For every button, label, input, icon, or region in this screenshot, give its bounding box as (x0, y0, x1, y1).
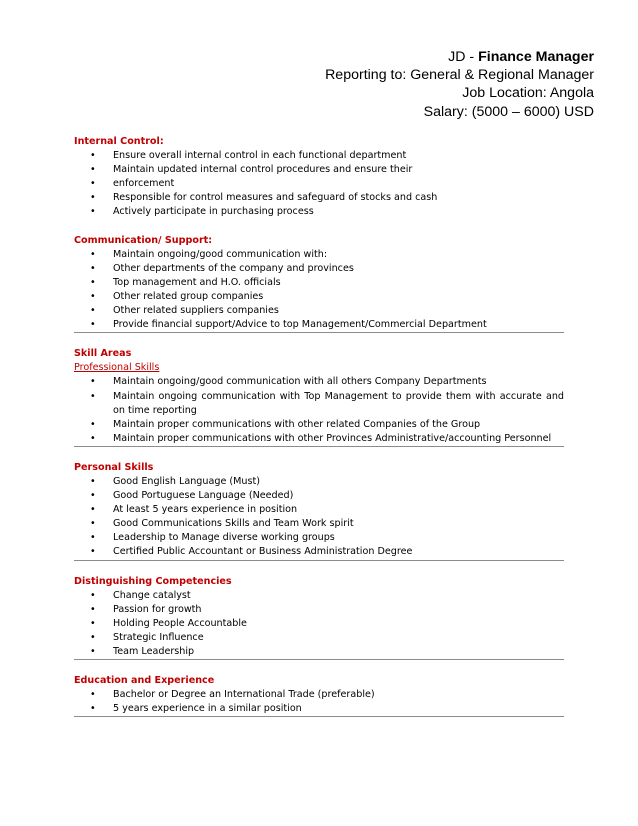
section-title: Skill Areas (74, 348, 132, 360)
section-skill-areas (74, 347, 564, 447)
spacer (74, 333, 564, 347)
bullet-list (74, 149, 564, 219)
list-item-text: Actively participate in purchasing process (113, 206, 314, 218)
list-item (74, 149, 564, 163)
list-item-text: Maintain ongoing/good communication with all others Company Departments (113, 376, 487, 388)
list-item-text: Leadership to Manage diverse working groups (113, 532, 335, 544)
list-item (74, 318, 564, 332)
bullet-icon: • (90, 490, 96, 502)
bullet-icon: • (90, 390, 96, 402)
list-item-text: Other related suppliers companies (113, 305, 279, 317)
spacer (74, 561, 564, 575)
salary-line: Salary: (5000 – 6000) USD (423, 103, 594, 120)
bullet-icon: • (90, 504, 96, 516)
list-item (74, 276, 564, 290)
bullet-icon: • (90, 518, 96, 530)
bullet-icon: • (90, 305, 96, 317)
list-item (74, 191, 564, 205)
list-item-text: Maintain proper communications with other Provinces Administrative/accounting Personnel (113, 432, 552, 444)
list-item (74, 205, 564, 219)
job-title: Finance Manager (478, 49, 594, 65)
document-header (325, 48, 594, 121)
list-item-text: Responsible for control measures and safeguard of stocks and cash (113, 192, 438, 204)
bullet-icon: • (90, 703, 96, 715)
list-item (74, 375, 564, 389)
section-education (74, 674, 564, 717)
bullet-icon: • (90, 192, 96, 204)
list-item-text: Top management and H.O. officials (113, 276, 281, 288)
list-item (74, 304, 564, 318)
list-item (74, 503, 564, 517)
bullet-icon: • (90, 150, 96, 162)
list-item-text: Ensure overall internal control in each functional department (113, 150, 407, 162)
list-item (74, 531, 564, 545)
list-item-text: Bachelor or Degree an International Trade (preferable) (113, 689, 375, 701)
job-location: Job Location: Angola (462, 85, 594, 102)
list-item-text: Maintain ongoing/good communication with: (113, 248, 328, 260)
list-item-text: Certified Public Accountant or Business Administration Degree (113, 546, 413, 558)
list-item-text: Team Leadership (113, 646, 195, 657)
list-item (74, 631, 564, 645)
bullet-icon: • (90, 164, 96, 176)
bullet-icon: • (90, 418, 96, 430)
list-item-text: Provide financial support/Advice to top Management/Commercial Department (113, 319, 487, 331)
job-title-prefix: JD - (448, 49, 479, 65)
bullet-icon: • (90, 689, 96, 701)
list-item (74, 418, 564, 432)
section-personal-skills (74, 461, 564, 561)
list-item (74, 163, 564, 177)
list-item-text: Strategic Influence (113, 631, 204, 643)
section-title: Communication/ Support: (74, 234, 213, 246)
section-title: Distinguishing Competencies (74, 575, 232, 587)
list-item (74, 545, 564, 559)
section-communication (74, 234, 564, 334)
bullet-icon: • (90, 178, 96, 190)
list-item (74, 489, 564, 503)
spacer (74, 447, 564, 461)
list-item (74, 262, 564, 276)
section-subtitle: Professional Skills (74, 362, 160, 374)
bullet-icon: • (90, 290, 96, 302)
bullet-icon: • (90, 206, 96, 218)
list-item-text: Passion for growth (113, 603, 202, 615)
list-item-text: Good English Language (Must) (113, 475, 261, 487)
bullet-icon: • (90, 319, 96, 331)
bullet-icon: • (90, 589, 96, 601)
list-item-text: enforcement (113, 178, 175, 190)
job-title-line (325, 48, 594, 66)
spacer (74, 660, 564, 674)
bullet-list (74, 475, 564, 561)
bullet-icon: • (90, 617, 96, 629)
section-title: Education and Experience (74, 675, 215, 687)
bullet-icon: • (90, 248, 96, 260)
list-item (74, 702, 564, 716)
bullet-icon: • (90, 276, 96, 288)
list-item-text: Maintain ongoing communication with Top Management to provide them with accurate and on time reporting (113, 390, 564, 416)
bullet-icon: • (90, 262, 96, 274)
list-item (74, 603, 564, 617)
list-item-text: Holding People Accountable (113, 617, 247, 629)
list-item (74, 290, 564, 304)
list-item (74, 688, 564, 702)
list-item-text: Maintain updated internal control procedures and ensure their (113, 164, 413, 176)
bullet-icon: • (90, 532, 96, 544)
section-title: Personal Skills (74, 461, 154, 473)
list-item (74, 617, 564, 631)
list-item (74, 177, 564, 191)
list-item-text: Other related group companies (113, 290, 264, 302)
bullet-icon: • (90, 631, 96, 643)
bullet-icon: • (90, 603, 96, 615)
bullet-icon: • (90, 546, 96, 558)
list-item-text: At least 5 years experience in position (113, 504, 298, 516)
spacer (74, 220, 564, 234)
list-item (74, 432, 564, 446)
list-item (74, 645, 564, 659)
bullet-icon: • (90, 376, 96, 388)
list-item-text: Good Communications Skills and Team Work spirit (113, 518, 354, 530)
reporting-line: Reporting to: General & Regional Manager (325, 67, 594, 84)
list-item-text: 5 years experience in a similar position (113, 703, 302, 715)
list-item-text: Good Portuguese Language (Needed) (113, 490, 294, 502)
section-title: Internal Control: (74, 136, 164, 147)
bullet-list (74, 248, 564, 334)
list-item (74, 517, 564, 531)
list-item-text: Change catalyst (113, 589, 191, 601)
list-item (74, 589, 564, 603)
section-internal-control (74, 135, 564, 220)
document-body (74, 135, 564, 717)
list-item (74, 248, 564, 262)
list-item (74, 390, 564, 418)
list-item (74, 475, 564, 489)
bullet-icon: • (90, 432, 96, 444)
bullet-icon: • (90, 475, 96, 487)
bullet-list (74, 589, 564, 660)
list-item-text: Maintain proper communications with other related Companies of the Group (113, 418, 481, 430)
bullet-icon: • (90, 646, 96, 657)
list-item-text: Other departments of the company and provinces (113, 262, 354, 274)
bullet-list (74, 688, 564, 717)
bullet-list (74, 375, 564, 446)
section-competencies (74, 575, 564, 661)
